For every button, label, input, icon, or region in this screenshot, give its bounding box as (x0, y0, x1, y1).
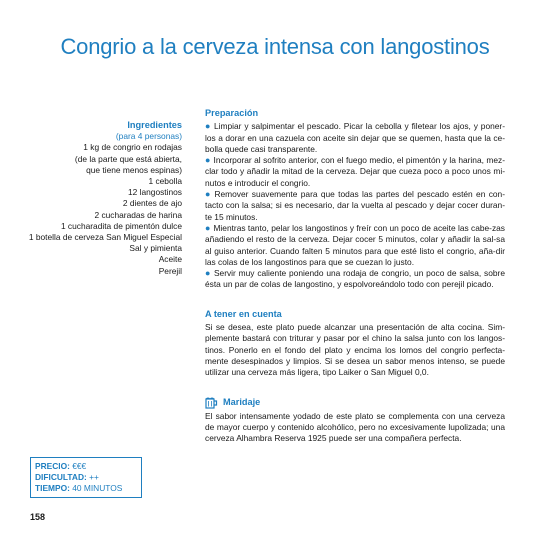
ingredient-item: Sal y pimienta (129, 243, 182, 254)
time-value: 40 MINUTOS (72, 483, 123, 493)
price-value: €€€ (72, 461, 87, 471)
step-text: Limpiar y salpimentar el pescado. Picar la cebolla y filetear los ajos, y poner-los a dorar en una cazuela con aceite sin dejar que se quemen, hasta que la ce-bolla quede casi transparente. (205, 121, 506, 154)
ingredient-item: (de la parte que está abierta, (74, 153, 182, 164)
tip-text: Si se desea, este plato puede alcanzar una presentación de alta cocina. Sim-plemente bastará con triturar y pasar por el chino la salsa junto con los langos-tinos. Ponerlo en el fondo del plato y encima los lomos del congrio perfecta-mente desespinados y limpios. Si se desea un sabor menos intenso, se puede utilizar una cerveza más ligera, tipo Laiker o San Miguel 0,0. (205, 322, 505, 378)
ingredients-heading: Ingredientes (127, 120, 182, 130)
bullet-icon: ● (205, 121, 211, 132)
bullet-icon: ● (205, 268, 211, 279)
ingredients-panel (20, 120, 182, 277)
page-number: 158 (30, 512, 46, 522)
price-label: PRECIO: (35, 461, 70, 471)
price-row (35, 461, 137, 472)
pairing-heading-row (205, 397, 505, 409)
ingredient-item: 1 cucharadita de pimentón dulce (60, 220, 182, 231)
ingredient-item: 1 botella de cerveza San Miguel Especial (28, 232, 182, 243)
preparation-step (205, 223, 505, 268)
preparation-step (205, 155, 505, 189)
ingredient-item: 12 langostinos (127, 187, 182, 198)
time-row (35, 483, 137, 494)
pairing-section (205, 397, 505, 445)
ingredient-item: Perejil (158, 265, 182, 276)
tip-heading: A tener en cuenta (205, 308, 282, 319)
ingredient-item: 1 kg de congrio en rodajas (83, 142, 182, 153)
preparation-heading: Preparación (205, 108, 259, 118)
ingredient-item: que tiene menos espinas) (86, 164, 182, 175)
time-label: TIEMPO: (35, 483, 70, 493)
preparation-step (205, 121, 505, 155)
bullet-icon: ● (205, 189, 212, 200)
recipe-body (205, 108, 505, 444)
step-text: Incorporar al sofrito anterior, con el fuego medio, el pimentón y la harina, mez-clar todo y añadir la mitad de la cerveza. Dejar que cueza poco a poco unos mi-nutos e introducir el congrio. (205, 155, 505, 188)
step-text: Servir muy caliente poniendo una rodaja de congrio, un poco de salsa, sobre ésta un par de colas de langostino, y espolvoreándolo todo con perejil picado. (205, 268, 505, 290)
preparation-step (205, 189, 505, 223)
bullet-icon: ● (205, 155, 211, 166)
ingredients-servings: (para 4 personas) (115, 131, 182, 142)
ingredient-item: 1 cebolla (148, 176, 182, 187)
pairing-heading: Maridaje (223, 396, 261, 407)
step-text: Mientras tanto, pelar los langostinos y freír con un poco de aceite las cabe-zas añadiendo el resto de la cerveza. Dejar cocer 5 minutos, colar y añadir la sal-sa al guiso anterior. Cuando falten 5 minutos para que esté listo el congrio, aña-dir las colas de los langostinos para que se cuezan lo justo. (205, 222, 505, 267)
recipe-info-box (30, 457, 142, 498)
step-text: Remover suavemente para que todas las partes del pescado estén en con-tacto con la salsa; si es necesario, dar la vuelta al pescado y dejar cocer duran-te 15 minutos. (205, 189, 506, 222)
ingredient-item: 2 dientes de ajo (122, 198, 182, 209)
tip-section (205, 309, 505, 379)
pairing-text: El sabor intensamente yodado de este plato se complementa con una cerveza de mayor cuerpo y contenido alcohólico, pero no excesivamente lupolizada; una cerveza Alhambra Reserva 1925 puede ser una compañera perfecta. (205, 410, 505, 444)
ingredient-item: Aceite (158, 254, 182, 265)
ingredient-item: 2 cucharadas de harina (94, 209, 182, 220)
difficulty-value: ++ (89, 472, 99, 482)
difficulty-label: DIFICULTAD: (35, 472, 87, 482)
beer-mug-icon (205, 397, 219, 409)
recipe-title: Congrio a la cerveza intensa con langostinos (60, 34, 490, 59)
preparation-step (205, 268, 505, 291)
difficulty-row (35, 472, 137, 483)
bullet-icon: ● (205, 222, 211, 233)
